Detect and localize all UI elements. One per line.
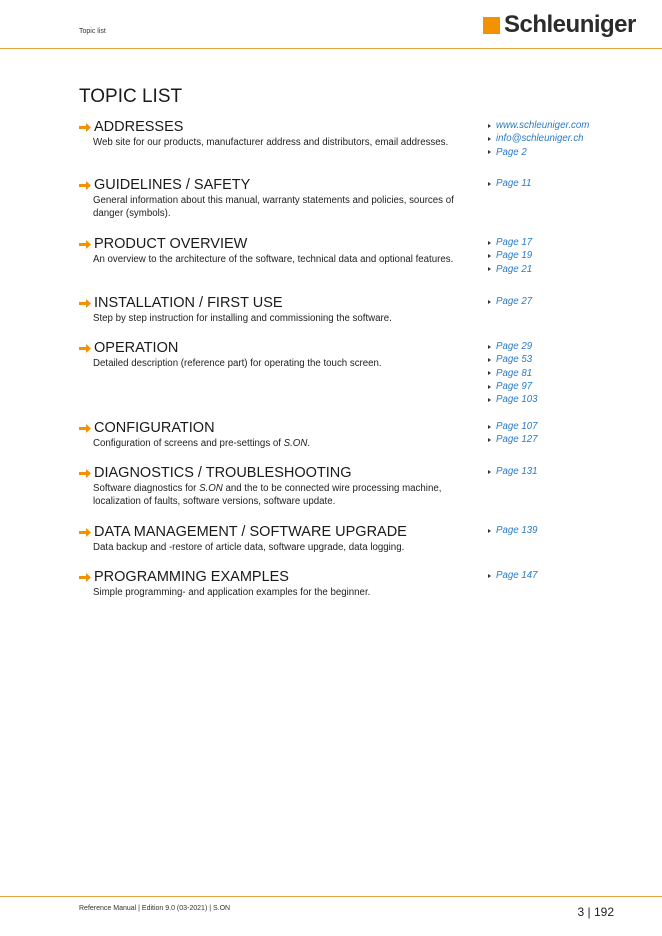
topic-title: INSTALLATION / FIRST USE (94, 295, 283, 311)
bullet-triangle-icon (488, 371, 491, 375)
topic-description: Web site for our products, manufacturer address and distributors, email addresses. (93, 137, 449, 148)
topic-description: Step by step instruction for installing and commissioning the software. (93, 313, 392, 324)
bullet-triangle-icon (488, 385, 491, 389)
topic-links (488, 119, 589, 159)
logo-square-icon (483, 17, 500, 34)
header-section-label: Topic list (79, 28, 106, 35)
link-page[interactable]: Page 27 (488, 295, 532, 308)
link-page[interactable]: Page 53 (488, 353, 537, 366)
link-page[interactable]: Page 19 (488, 249, 532, 262)
bullet-triangle-icon (488, 425, 491, 429)
topic-description: Detailed description (reference part) for operating the touch screen. (93, 358, 382, 369)
link-page[interactable]: Page 131 (488, 465, 537, 478)
topic-links (488, 569, 537, 582)
topic-links (488, 177, 531, 190)
topic-programming-examples (79, 568, 649, 599)
footer-reference: Reference Manual | Edition 9.0 (03-2021) | S.ON (79, 905, 231, 912)
link-page[interactable]: Page 81 (488, 367, 537, 380)
arrow-right-icon (79, 469, 91, 478)
bullet-triangle-icon (488, 358, 491, 362)
topic-title: CONFIGURATION (94, 420, 215, 436)
topic-links (488, 524, 537, 537)
link-page[interactable]: Page 107 (488, 420, 537, 433)
link-page[interactable]: Page 97 (488, 380, 537, 393)
topic-title: ADDRESSES (94, 119, 184, 135)
link-website[interactable]: www.schleuniger.com (488, 119, 589, 132)
link-page[interactable]: Page 147 (488, 569, 537, 582)
arrow-right-icon (79, 299, 91, 308)
topic-addresses (79, 118, 649, 158)
bullet-triangle-icon (488, 300, 491, 304)
link-page[interactable]: Page 127 (488, 433, 537, 446)
bullet-triangle-icon (488, 345, 491, 349)
header-divider (0, 48, 662, 49)
link-page[interactable]: Page 139 (488, 524, 537, 537)
topic-description: Configuration of screens and pre-settings of S.ON. (93, 438, 311, 449)
topic-description: Simple programming- and application examples for the beginner. (93, 587, 371, 598)
topic-links (488, 295, 532, 308)
topic-description: An overview to the architecture of the software, technical data and optional features. (93, 254, 454, 265)
topic-title: OPERATION (94, 340, 179, 356)
bullet-triangle-icon (488, 470, 491, 474)
link-page[interactable]: Page 21 (488, 263, 532, 276)
bullet-triangle-icon (488, 137, 491, 141)
arrow-right-icon (79, 181, 91, 190)
topic-title: GUIDELINES / SAFETY (94, 177, 251, 193)
topic-links (488, 420, 537, 447)
bullet-triangle-icon (488, 574, 491, 578)
topic-installation (79, 294, 649, 325)
page-title: TOPIC LIST (79, 86, 183, 107)
topic-diagnostics (79, 464, 649, 508)
link-page[interactable]: Page 103 (488, 393, 537, 406)
arrow-right-icon (79, 123, 91, 132)
topic-product-overview (79, 235, 649, 275)
bullet-triangle-icon (488, 398, 491, 402)
page-number: 3 | 192 (577, 905, 614, 919)
arrow-right-icon (79, 344, 91, 353)
topic-operation (79, 339, 649, 406)
link-email[interactable]: info@schleuniger.ch (488, 132, 589, 145)
topic-links (488, 340, 537, 406)
arrow-right-icon (79, 528, 91, 537)
bullet-triangle-icon (488, 124, 491, 128)
topic-configuration (79, 419, 649, 450)
logo-text: Schleuniger (504, 11, 636, 38)
topic-title: PROGRAMMING EXAMPLES (94, 569, 289, 585)
brand-logo (483, 13, 636, 37)
link-page[interactable]: Page 2 (488, 146, 589, 159)
bullet-triangle-icon (488, 529, 491, 533)
topic-description: Data backup and -restore of article data, software upgrade, data logging. (93, 542, 405, 553)
bullet-triangle-icon (488, 150, 491, 154)
topic-description: General information about this manual, warranty statements and policies, sources of danger (symbols). (93, 195, 454, 219)
topic-links (488, 465, 537, 478)
bullet-triangle-icon (488, 267, 491, 271)
topic-links (488, 236, 532, 276)
topic-title: PRODUCT OVERVIEW (94, 236, 248, 252)
footer-divider (0, 896, 662, 897)
topic-data-management (79, 523, 649, 554)
bullet-triangle-icon (488, 438, 491, 442)
bullet-triangle-icon (488, 254, 491, 258)
topic-title: DIAGNOSTICS / TROUBLESHOOTING (94, 465, 352, 481)
link-page[interactable]: Page 29 (488, 340, 537, 353)
link-page[interactable]: Page 17 (488, 236, 532, 249)
topic-description: Software diagnostics for S.ON and the to be connected wire processing machine, localization of faults, software versions, software update. (93, 483, 442, 507)
link-page[interactable]: Page 11 (488, 177, 531, 190)
arrow-right-icon (79, 240, 91, 249)
arrow-right-icon (79, 424, 91, 433)
topic-guidelines-safety (79, 176, 649, 220)
arrow-right-icon (79, 573, 91, 582)
topic-title: DATA MANAGEMENT / SOFTWARE UPGRADE (94, 524, 407, 540)
bullet-triangle-icon (488, 182, 491, 186)
bullet-triangle-icon (488, 241, 491, 245)
